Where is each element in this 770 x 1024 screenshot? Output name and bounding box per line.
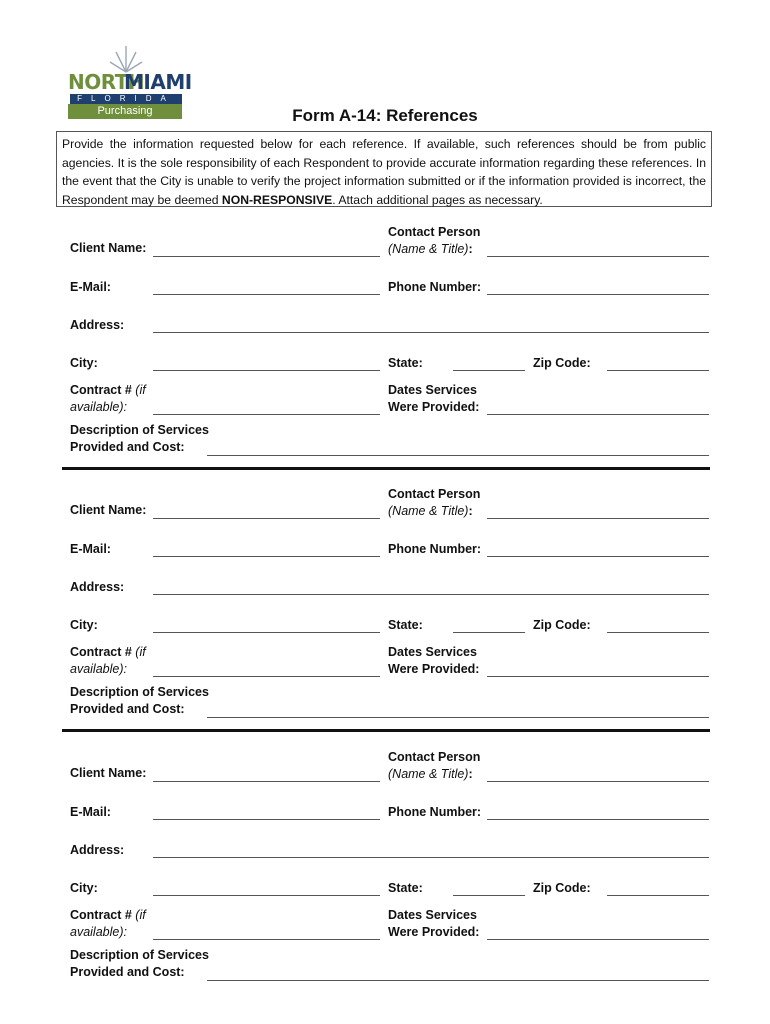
contract-label: Contract # (if (70, 645, 146, 659)
description-label-2: Provided and Cost: (70, 965, 185, 979)
client-name-field[interactable] (153, 256, 380, 257)
zip-label: Zip Code: (533, 881, 591, 895)
address-label: Address: (70, 580, 125, 594)
instructions-text-end: . Attach additional pages as necessary. (332, 192, 543, 207)
state-label: State: (388, 881, 423, 895)
state-field[interactable] (453, 370, 525, 371)
contract-field[interactable] (153, 676, 380, 677)
client-name-field[interactable] (153, 518, 380, 519)
zip-field[interactable] (607, 632, 709, 633)
email-label: E-Mail: (70, 542, 111, 556)
contract-label-2: available): (70, 662, 127, 676)
name-title-label: (Name & Title): (388, 242, 473, 256)
description-label: Description of Services (70, 948, 209, 962)
dates-label-2: Were Provided: (388, 662, 480, 676)
logo-department: Purchasing Department (68, 104, 182, 119)
dates-field[interactable] (487, 414, 709, 415)
city-field[interactable] (153, 895, 380, 896)
phone-label: Phone Number: (388, 280, 482, 294)
section-divider (62, 467, 710, 470)
client-name-label: Client Name: (70, 241, 147, 255)
contract-label-2: available): (70, 925, 127, 939)
contract-field[interactable] (153, 414, 380, 415)
description-label-2: Provided and Cost: (70, 440, 185, 454)
description-label: Description of Services (70, 685, 209, 699)
email-label: E-Mail: (70, 805, 111, 819)
client-name-label: Client Name: (70, 503, 147, 517)
phone-label: Phone Number: (388, 542, 482, 556)
phone-field[interactable] (487, 819, 709, 820)
state-field[interactable] (453, 895, 525, 896)
instructions-box (56, 131, 712, 207)
state-field[interactable] (453, 632, 525, 633)
zip-label: Zip Code: (533, 618, 591, 632)
email-field[interactable] (153, 556, 380, 557)
contact-person-label: Contact Person (388, 487, 481, 501)
description-field[interactable] (207, 980, 709, 981)
client-name-label: Client Name: (70, 766, 147, 780)
address-label: Address: (70, 318, 125, 332)
name-title-label: (Name & Title): (388, 504, 473, 518)
dates-label: Dates Services (388, 908, 477, 922)
description-field[interactable] (207, 455, 709, 456)
section-divider (62, 729, 710, 732)
email-field[interactable] (153, 294, 380, 295)
page-title: Form A-14: References (292, 106, 478, 125)
dates-label-2: Were Provided: (388, 925, 480, 939)
city-field[interactable] (153, 632, 380, 633)
city-label: City: (70, 356, 98, 370)
zip-field[interactable] (607, 370, 709, 371)
city-field[interactable] (153, 370, 380, 371)
contact-person-label: Contact Person (388, 750, 481, 764)
contract-label: Contract # (if (70, 383, 146, 397)
state-label: State: (388, 356, 423, 370)
city-label: City: (70, 618, 98, 632)
contact-person-field[interactable] (487, 518, 709, 519)
address-label: Address: (70, 843, 125, 857)
address-field[interactable] (153, 594, 709, 595)
name-title-label: (Name & Title): (388, 767, 473, 781)
contract-label-2: available): (70, 400, 127, 414)
dates-label: Dates Services (388, 383, 477, 397)
email-field[interactable] (153, 819, 380, 820)
dates-label: Dates Services (388, 645, 477, 659)
address-field[interactable] (153, 332, 709, 333)
contact-person-field[interactable] (487, 781, 709, 782)
dates-field[interactable] (487, 939, 709, 940)
instructions-emphasis: NON-RESPONSIVE (221, 192, 333, 207)
instructions-text: Provide the information requested below for each reference. If available, such references should be from public agencies. It is the sole responsibility of each Respondent to provide accurate information regarding these references. In the event that the City is unable to verify the project information submitted or if the information provided is incorrect, the Respondent may be deemed (62, 137, 706, 207)
description-label-2: Provided and Cost: (70, 702, 185, 716)
contract-label: Contract # (if (70, 908, 146, 922)
logo-word-florida: FLORIDA (70, 94, 182, 104)
contact-person-field[interactable] (487, 256, 709, 257)
logo-word-miami: MIAMI (124, 70, 192, 94)
phone-label: Phone Number: (388, 805, 482, 819)
dates-label-2: Were Provided: (388, 400, 480, 414)
phone-field[interactable] (487, 556, 709, 557)
description-field[interactable] (207, 717, 709, 718)
client-name-field[interactable] (153, 781, 380, 782)
zip-label: Zip Code: (533, 356, 591, 370)
city-label: City: (70, 881, 98, 895)
dates-field[interactable] (487, 676, 709, 677)
address-field[interactable] (153, 857, 709, 858)
description-label: Description of Services (70, 423, 209, 437)
state-label: State: (388, 618, 423, 632)
contact-person-label: Contact Person (388, 225, 481, 239)
logo-word-north: NORTH (68, 70, 145, 94)
phone-field[interactable] (487, 294, 709, 295)
contract-field[interactable] (153, 939, 380, 940)
email-label: E-Mail: (70, 280, 111, 294)
zip-field[interactable] (607, 895, 709, 896)
